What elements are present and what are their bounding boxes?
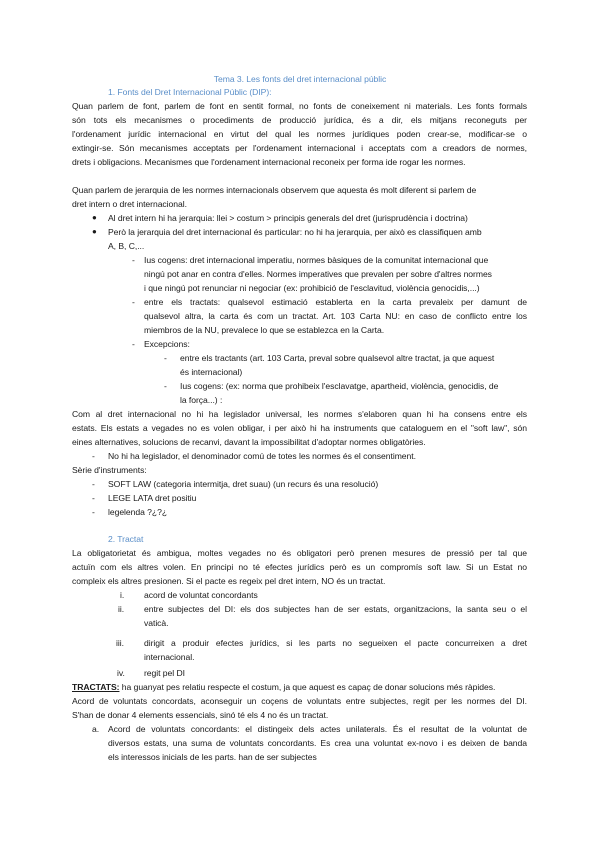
bullet-line: Però la jerarquia del dret internacional és particular: no hi ha jerarquia, per això es classifiquen amb — [108, 227, 482, 237]
roman-item-line: dirigit a produir efectes jurídics, si les parts no segueixen el pacte concurreixen a dret — [144, 638, 527, 648]
sub-dash-mark: - — [164, 353, 167, 363]
instrument-item: legelenda ?¿?¿ — [108, 507, 168, 517]
paragraph-line: Com al dret internacional no hi ha legislador universal, les normes s'elaboren quan hi ha consens entre els — [72, 409, 527, 419]
paragraph-line: l'ordenament jurídic internacional en virtut del qual les normes jurídiques poden crear-se, modificar-se o — [72, 129, 527, 139]
alpha-item-line: diversos estats, una suma de voluntats concordants. Es crea una voluntat ex-novo i es deixen de banda — [108, 738, 527, 748]
bullet-dot: ● — [92, 213, 97, 222]
roman-number: iii. — [116, 638, 124, 648]
paragraph-line: dret intern o dret internacional. — [72, 199, 187, 209]
bullet-line: A, B, C,... — [108, 241, 145, 251]
alpha-letter: a. — [92, 724, 100, 734]
tractats-line — [72, 681, 495, 693]
sub-dash-mark: - — [164, 381, 167, 391]
section-1-heading: 1. Fonts del Dret Internacional Públic (DIP): — [108, 87, 272, 97]
sub-dash-line: és internacional) — [180, 367, 243, 377]
roman-item-line: entre subjectes del DI: els dos subjectes han de ser estats, organitzacions, la santa seu o el — [144, 604, 527, 614]
paragraph-line: són tots els mecanismes o procediments de producció jurídica, és a dir, els mitjans reconeguts per — [72, 115, 527, 125]
paragraph-line: extingir-se. Són mecanismes acceptats per l'ordenament internacional i acceptats com a creadors de normes, — [72, 143, 527, 153]
sub-dash-line: la força...) : — [180, 395, 223, 405]
roman-item-line: vaticà. — [144, 618, 169, 628]
paragraph-line: eines alternatives, solucions de recanvi, davant la impossibilitat d'adoptar normes obligatòries. — [72, 437, 426, 447]
dash-line: Ius cogens: dret internacional imperatiu, normes bàsiques de la comunitat internacional que — [144, 255, 489, 265]
paragraph-line: actuïn com els altres volen. En principi no té efectes jurídics però es un compromís soft law. Si un Estat no — [72, 562, 527, 572]
roman-item-line: internacional. — [144, 652, 195, 662]
paragraph-line: compleix els altres presionen. Si el pacte es regeix pel dret intern, NO és un tractat. — [72, 576, 386, 586]
instrument-item: LEGE LATA dret positiu — [108, 493, 197, 503]
dash-mark: - — [92, 493, 95, 503]
dash-line: entre els tractats: qualsevol estimació establerta en la carta prevaleix per damunt de — [144, 297, 527, 307]
sub-dash-line: Ius cogens: (ex: norma que prohibeix l'esclavatge, apartheid, violència, genocidis, de — [180, 381, 499, 391]
dash-note: No hi ha legislador, el denominador comú de totes les normes és el consentiment. — [108, 451, 416, 461]
roman-number: ii. — [118, 604, 125, 614]
paragraph-line: S'han de donar 4 elements essencials, sinó té els 4 no és un tractat. — [72, 710, 329, 720]
sub-dash-line: entre els tractants (art. 103 Carta, preval sobre qualsevol altre tractat, ja que aquest — [180, 353, 495, 363]
section-2-heading: 2. Tractat — [108, 534, 144, 544]
dash-line: Excepcions: — [144, 339, 190, 349]
alpha-item-line: els interessos inicials de les parts. han de ser subjectes — [108, 752, 317, 762]
roman-item-line: acord de voluntat concordants — [144, 590, 258, 600]
paragraph-line: Acord de voluntats concordats, aconseguir un coçens de voluntats entre subjectes, regit per les normes del DI. — [72, 696, 527, 706]
dash-mark: - — [92, 451, 95, 461]
dash-line: ningú pot anar en contra d'elles. Normes imperatives que prevalen per sobre d'altres normes — [144, 269, 492, 279]
bullet-line: Al dret intern hi ha jerarquia: llei > costum > principis generals del dret (jurisprudència i doctrina) — [108, 213, 468, 223]
alpha-item-line: Acord de voluntats concordants: el distingeix dels actes unilaterals. És el resultat de la voluntat de — [108, 724, 527, 734]
bullet-dot: ● — [92, 227, 97, 236]
roman-number: iv. — [117, 668, 125, 678]
dash-mark: - — [92, 479, 95, 489]
paragraph-line: Quan parlem de jerarquia de les normes internacionals observem que aquesta és molt diferent si parlem de — [72, 185, 477, 195]
dash-mark: - — [92, 507, 95, 517]
dash-mark: - — [132, 297, 135, 307]
roman-number: i. — [120, 590, 125, 600]
roman-item-line: regit pel DI — [144, 668, 185, 678]
tractats-text: ha guanyat pes relatiu respecte el costum, ja que aquest es capaç de donar solucions més ràpides. — [119, 682, 496, 692]
paragraph-line: La obligatorietat és ambigua, moltes vegades no és obligatori però prenen mesures de pressió per tal que — [72, 548, 527, 558]
instrument-item: SOFT LAW (categoria intermitja, dret suau) (un recurs és una resolució) — [108, 479, 379, 489]
document-title: Tema 3. Les fonts del dret internacional públic — [213, 74, 387, 84]
dash-mark: - — [132, 339, 135, 349]
tractats-label: TRACTATS: — [72, 682, 120, 692]
dash-line: miembros de la NU, prevalece lo que se establezca en la Carta. — [144, 325, 385, 335]
dash-line: qualsevol altra, la carta és com un tractat. Art. 103 Carta NU: en caso de conflicto entre los — [144, 311, 527, 321]
dash-line: i que ningú pot renunciar ni negociar (ex: prohibició de l'esclavitud, violència genocidis,...) — [144, 283, 480, 293]
dash-mark: - — [132, 255, 135, 265]
paragraph-line: drets i obligacions. Mecanismes que l'ordenament internacional reconeix per forma ide rogar les normes. — [72, 157, 466, 167]
series-label: Sèrie d'instruments: — [72, 465, 147, 475]
paragraph-line: Quan parlem de font, parlem de font en sentit formal, no fonts de coneixement ni materials. Les fonts formals — [72, 101, 527, 111]
paragraph-line: estats. Els estats a vegades no es volen obligar, i per això hi ha instruments que cataloguem en el "soft law", són — [72, 423, 527, 433]
